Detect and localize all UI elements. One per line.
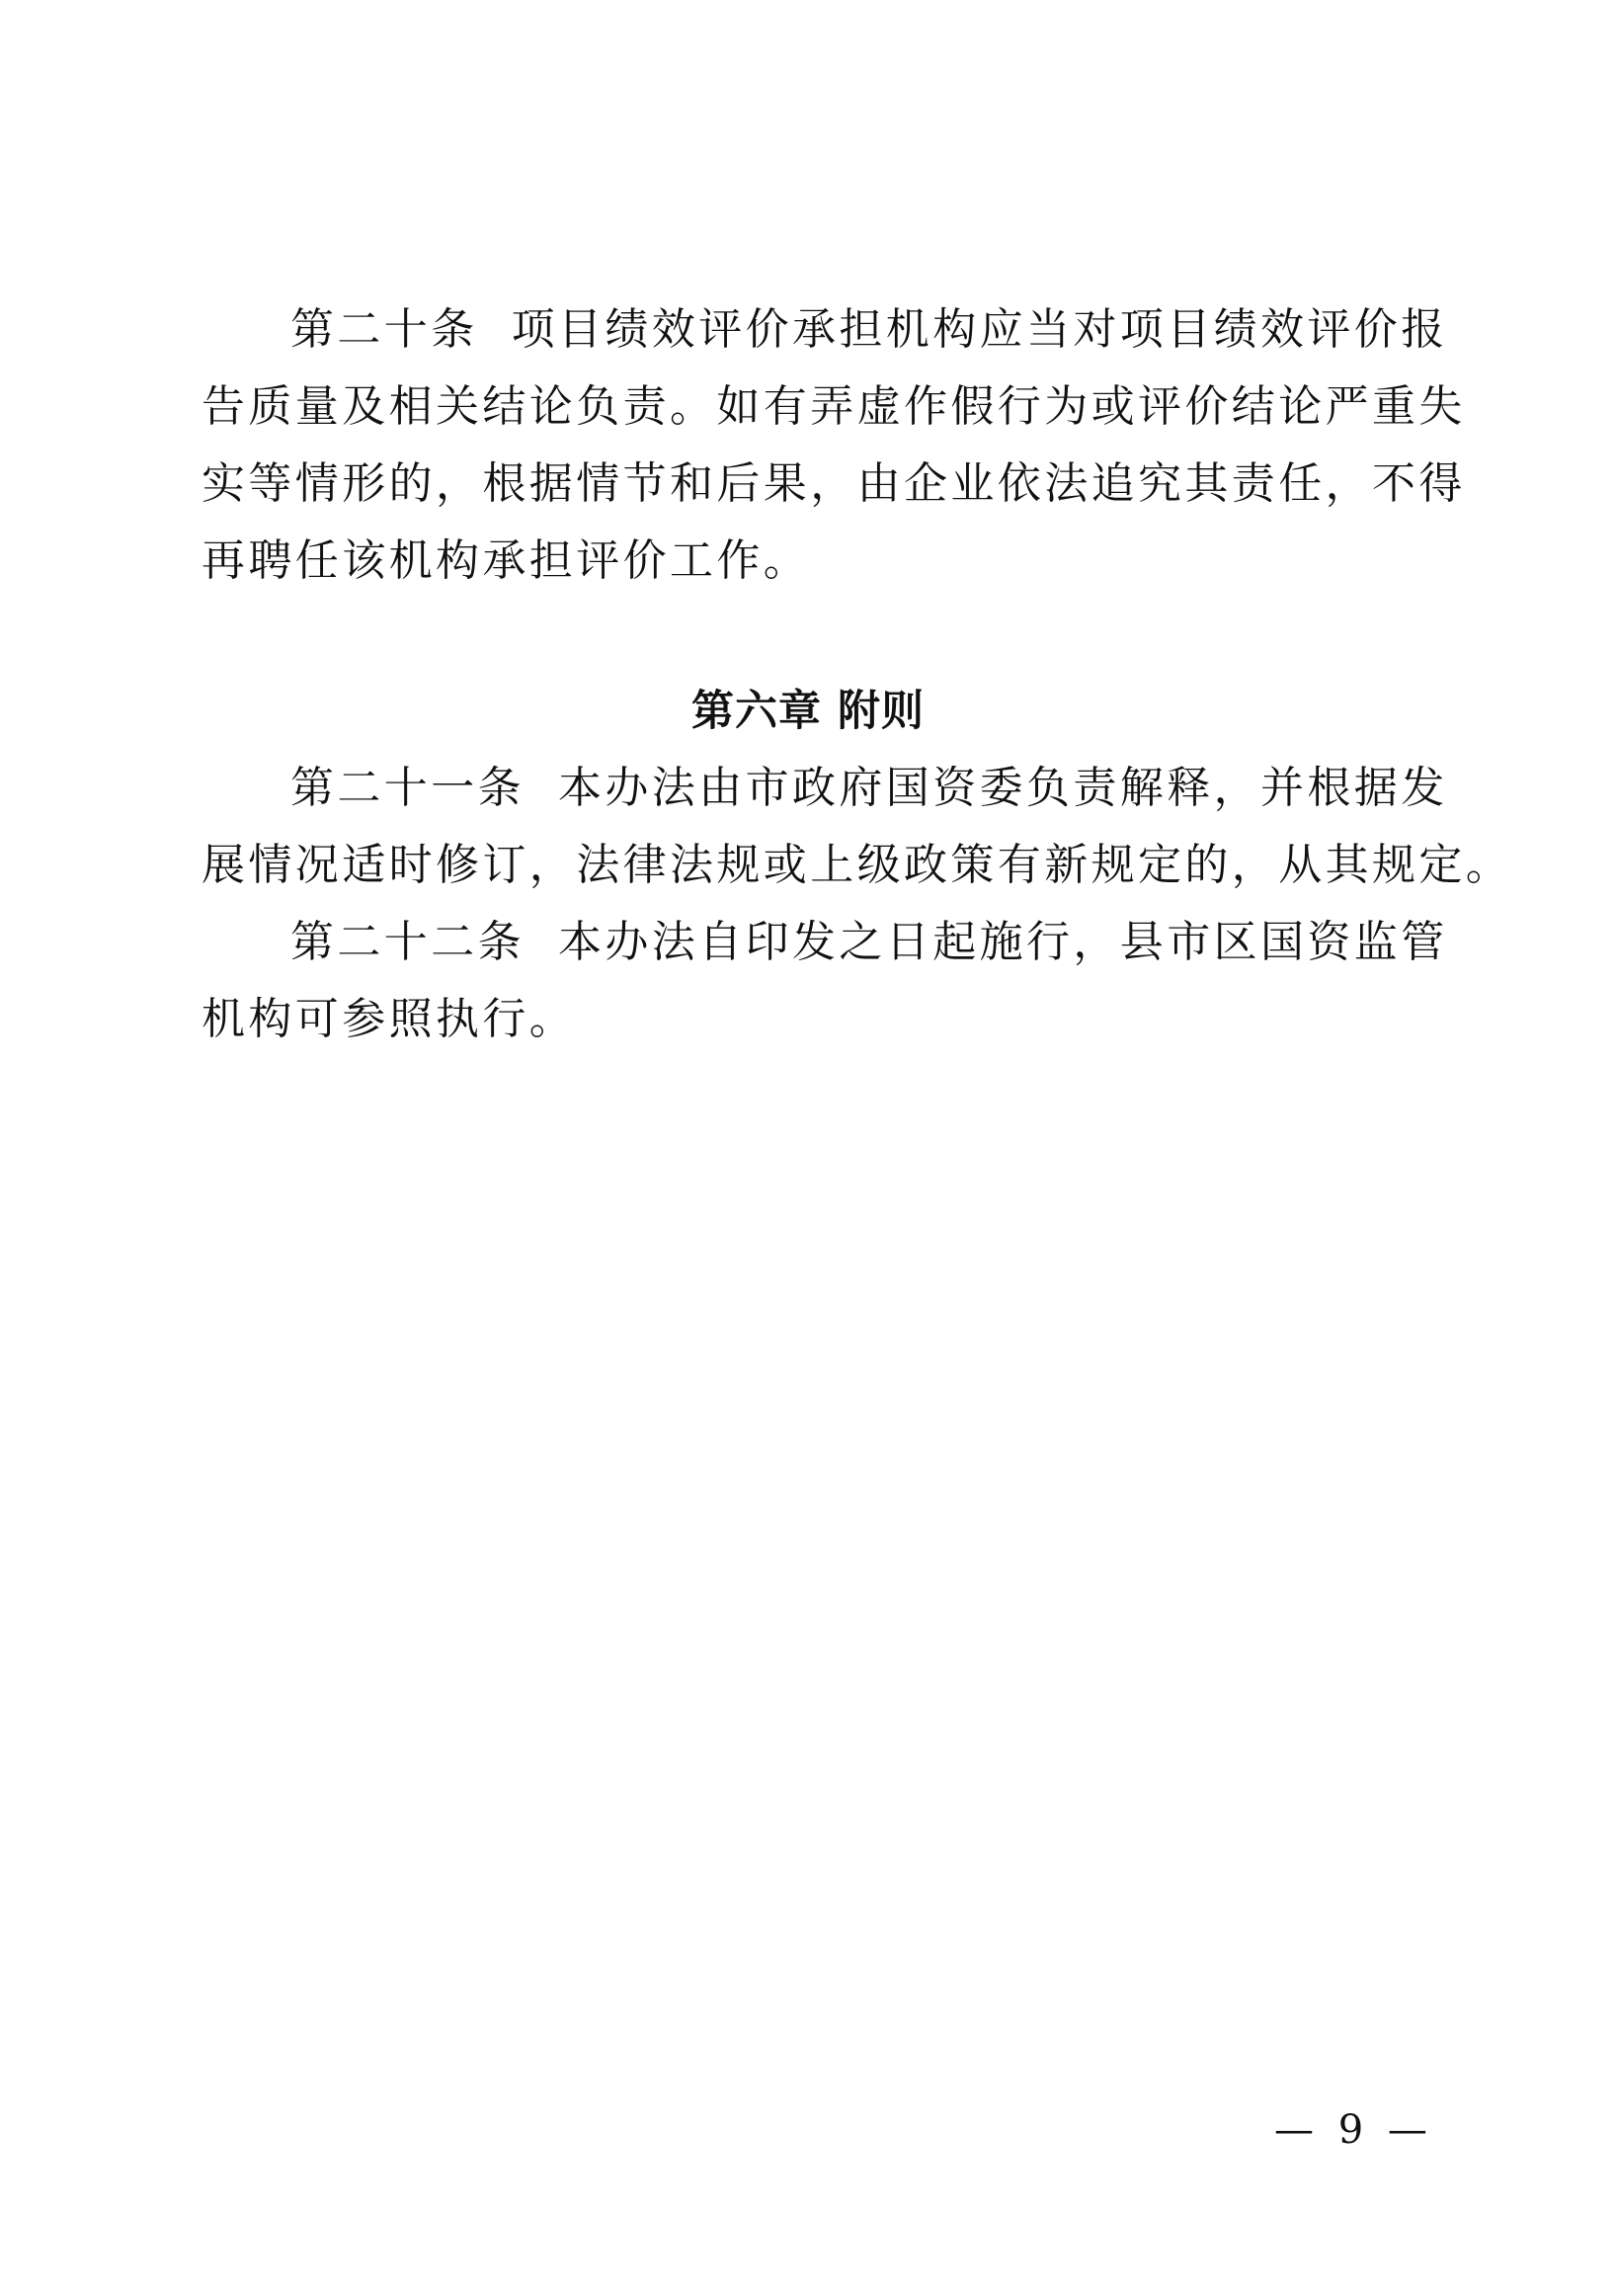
article-21-line-2: 展情况适时修订，法律法规或上级政策有新规定的，从其规定。	[202, 840, 1513, 890]
article-22-line-2: 机构可参照执行。	[202, 994, 577, 1044]
article-22-line-1	[290, 913, 1448, 972]
article-22-number: 第二十二条	[290, 917, 525, 967]
chapter-6-heading: 第六章 附则	[691, 687, 925, 736]
article-20-line-3: 实等情形的，根据情节和后果，由企业依法追究其责任，不得	[202, 458, 1466, 509]
article-20-text-1: 项目绩效评价承担机构应当对项目绩效评价报	[511, 304, 1448, 355]
article-20-line-1	[290, 300, 1448, 360]
article-21-number: 第二十一条	[290, 763, 525, 813]
article-20-number: 第二十条	[290, 304, 478, 355]
article-20-line-2: 告质量及相关结论负责。如有弄虚作假行为或评价结论严重失	[202, 381, 1466, 432]
article-21-line-1	[290, 759, 1448, 818]
article-21-text-1: 本办法由市政府国资委负责解释，并根据发	[558, 763, 1448, 813]
article-22-text-1: 本办法自印发之日起施行，县市区国资监管	[558, 917, 1448, 967]
article-20-line-4: 再聘任该机构承担评价工作。	[202, 535, 811, 586]
page-number: — 9 —	[1274, 2107, 1433, 2153]
